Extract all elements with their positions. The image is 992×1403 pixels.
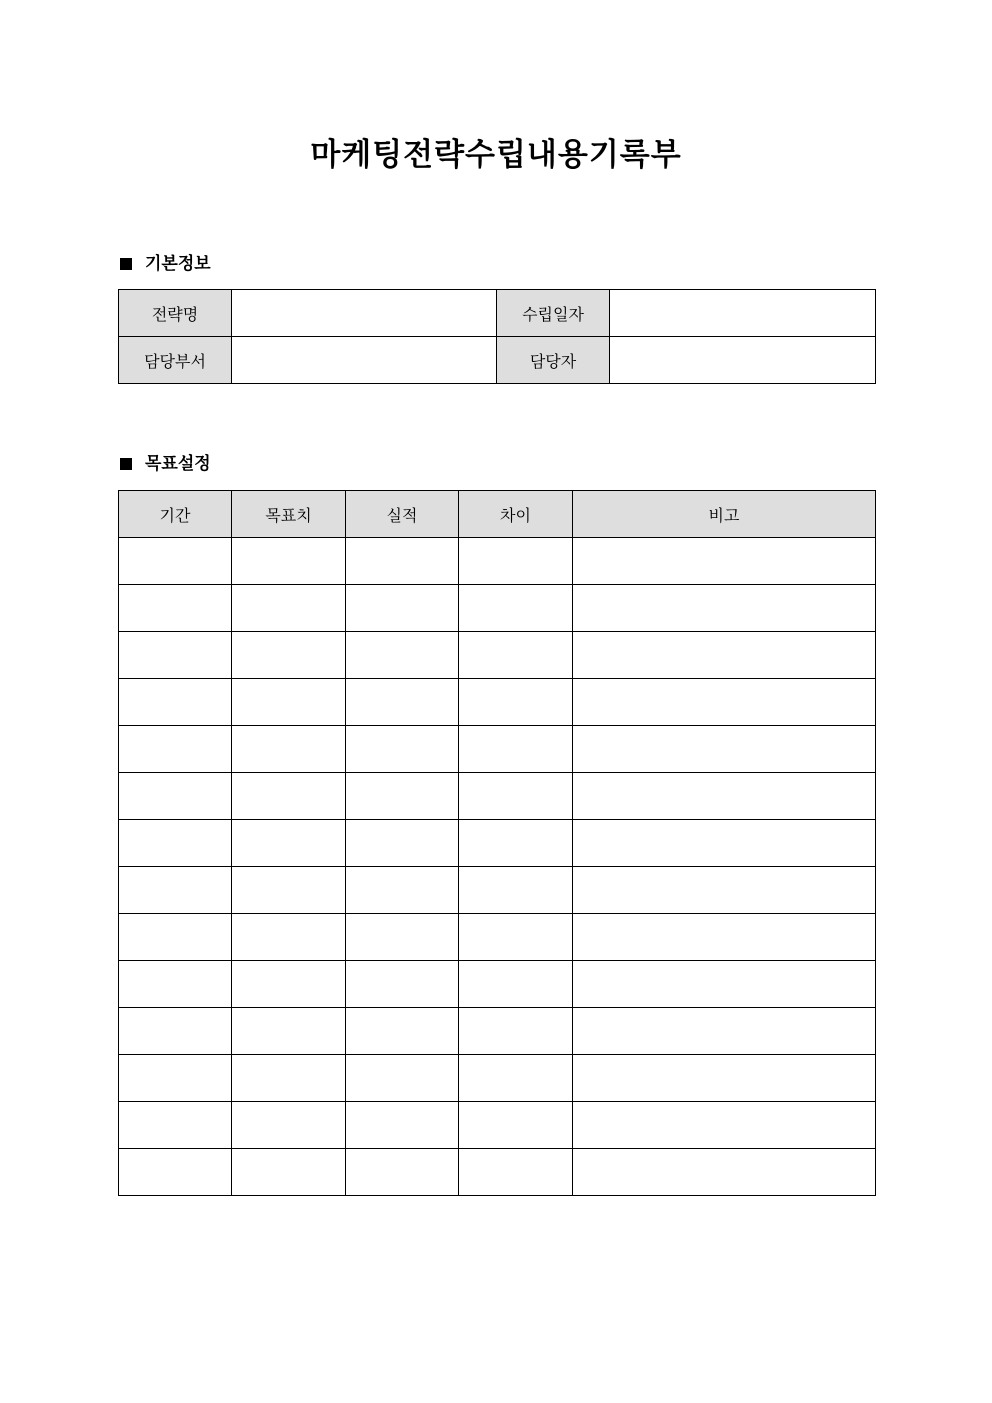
period-cell[interactable]	[119, 585, 232, 632]
remarks-cell[interactable]	[573, 1149, 876, 1196]
column-header-difference: 차이	[459, 491, 573, 538]
department-field[interactable]	[232, 337, 497, 384]
section-heading-label: 기본정보	[145, 254, 211, 274]
remarks-cell[interactable]	[573, 726, 876, 773]
basic-info-table	[118, 289, 876, 384]
column-header-period: 기간	[119, 491, 232, 538]
document-title: 마케팅전략수립내용기록부	[310, 137, 682, 173]
table-row	[119, 773, 876, 820]
difference-cell[interactable]	[459, 1008, 573, 1055]
strategy-name-label: 전략명	[119, 290, 232, 337]
goal-table-body	[119, 538, 876, 1196]
table-row	[119, 632, 876, 679]
actual-cell[interactable]	[346, 820, 459, 867]
table-row	[119, 820, 876, 867]
table-row	[119, 538, 876, 585]
table-row	[119, 290, 876, 337]
difference-cell[interactable]	[459, 679, 573, 726]
actual-cell[interactable]	[346, 1102, 459, 1149]
target-cell[interactable]	[232, 961, 346, 1008]
period-cell[interactable]	[119, 867, 232, 914]
column-header-target: 목표치	[232, 491, 346, 538]
actual-cell[interactable]	[346, 585, 459, 632]
period-cell[interactable]	[119, 1008, 232, 1055]
period-cell[interactable]	[119, 726, 232, 773]
remarks-cell[interactable]	[573, 538, 876, 585]
actual-cell[interactable]	[346, 1055, 459, 1102]
actual-cell[interactable]	[346, 1149, 459, 1196]
square-bullet-icon	[120, 458, 132, 470]
target-cell[interactable]	[232, 867, 346, 914]
remarks-cell[interactable]	[573, 820, 876, 867]
period-cell[interactable]	[119, 773, 232, 820]
difference-cell[interactable]	[459, 820, 573, 867]
remarks-cell[interactable]	[573, 773, 876, 820]
department-label: 담당부서	[119, 337, 232, 384]
column-header-actual: 실적	[346, 491, 459, 538]
actual-cell[interactable]	[346, 961, 459, 1008]
established-date-field[interactable]	[610, 290, 876, 337]
table-row	[119, 867, 876, 914]
table-row	[119, 961, 876, 1008]
square-bullet-icon	[120, 258, 132, 270]
target-cell[interactable]	[232, 1008, 346, 1055]
remarks-cell[interactable]	[573, 961, 876, 1008]
actual-cell[interactable]	[346, 632, 459, 679]
difference-cell[interactable]	[459, 585, 573, 632]
target-cell[interactable]	[232, 773, 346, 820]
table-row	[119, 337, 876, 384]
table-row	[119, 726, 876, 773]
difference-cell[interactable]	[459, 867, 573, 914]
difference-cell[interactable]	[459, 1055, 573, 1102]
established-date-label: 수립일자	[497, 290, 610, 337]
actual-cell[interactable]	[346, 1008, 459, 1055]
period-cell[interactable]	[119, 1102, 232, 1149]
difference-cell[interactable]	[459, 1149, 573, 1196]
period-cell[interactable]	[119, 632, 232, 679]
target-cell[interactable]	[232, 632, 346, 679]
remarks-cell[interactable]	[573, 1055, 876, 1102]
target-cell[interactable]	[232, 1055, 346, 1102]
column-header-remarks: 비고	[573, 491, 876, 538]
target-cell[interactable]	[232, 538, 346, 585]
table-row	[119, 1102, 876, 1149]
period-cell[interactable]	[119, 961, 232, 1008]
strategy-name-field[interactable]	[232, 290, 497, 337]
remarks-cell[interactable]	[573, 585, 876, 632]
period-cell[interactable]	[119, 820, 232, 867]
target-cell[interactable]	[232, 585, 346, 632]
section-heading-basic-info	[120, 252, 211, 276]
table-row	[119, 914, 876, 961]
person-in-charge-field[interactable]	[610, 337, 876, 384]
person-in-charge-label: 담당자	[497, 337, 610, 384]
period-cell[interactable]	[119, 914, 232, 961]
goal-setting-table	[118, 490, 876, 1196]
difference-cell[interactable]	[459, 632, 573, 679]
remarks-cell[interactable]	[573, 867, 876, 914]
table-header-row	[119, 491, 876, 538]
target-cell[interactable]	[232, 726, 346, 773]
actual-cell[interactable]	[346, 679, 459, 726]
section-heading-goal-setting	[120, 452, 211, 476]
remarks-cell[interactable]	[573, 679, 876, 726]
remarks-cell[interactable]	[573, 1102, 876, 1149]
actual-cell[interactable]	[346, 914, 459, 961]
difference-cell[interactable]	[459, 1102, 573, 1149]
actual-cell[interactable]	[346, 726, 459, 773]
difference-cell[interactable]	[459, 961, 573, 1008]
actual-cell[interactable]	[346, 538, 459, 585]
section-heading-label: 목표설정	[145, 454, 211, 474]
target-cell[interactable]	[232, 914, 346, 961]
period-cell[interactable]	[119, 1149, 232, 1196]
table-row	[119, 1008, 876, 1055]
difference-cell[interactable]	[459, 726, 573, 773]
difference-cell[interactable]	[459, 773, 573, 820]
period-cell[interactable]	[119, 679, 232, 726]
table-row	[119, 1055, 876, 1102]
table-row	[119, 1149, 876, 1196]
remarks-cell[interactable]	[573, 914, 876, 961]
table-row	[119, 585, 876, 632]
target-cell[interactable]	[232, 820, 346, 867]
period-cell[interactable]	[119, 1055, 232, 1102]
actual-cell[interactable]	[346, 773, 459, 820]
remarks-cell[interactable]	[573, 632, 876, 679]
difference-cell[interactable]	[459, 914, 573, 961]
target-cell[interactable]	[232, 679, 346, 726]
period-cell[interactable]	[119, 538, 232, 585]
table-row	[119, 679, 876, 726]
remarks-cell[interactable]	[573, 1008, 876, 1055]
difference-cell[interactable]	[459, 538, 573, 585]
target-cell[interactable]	[232, 1102, 346, 1149]
target-cell[interactable]	[232, 1149, 346, 1196]
actual-cell[interactable]	[346, 867, 459, 914]
